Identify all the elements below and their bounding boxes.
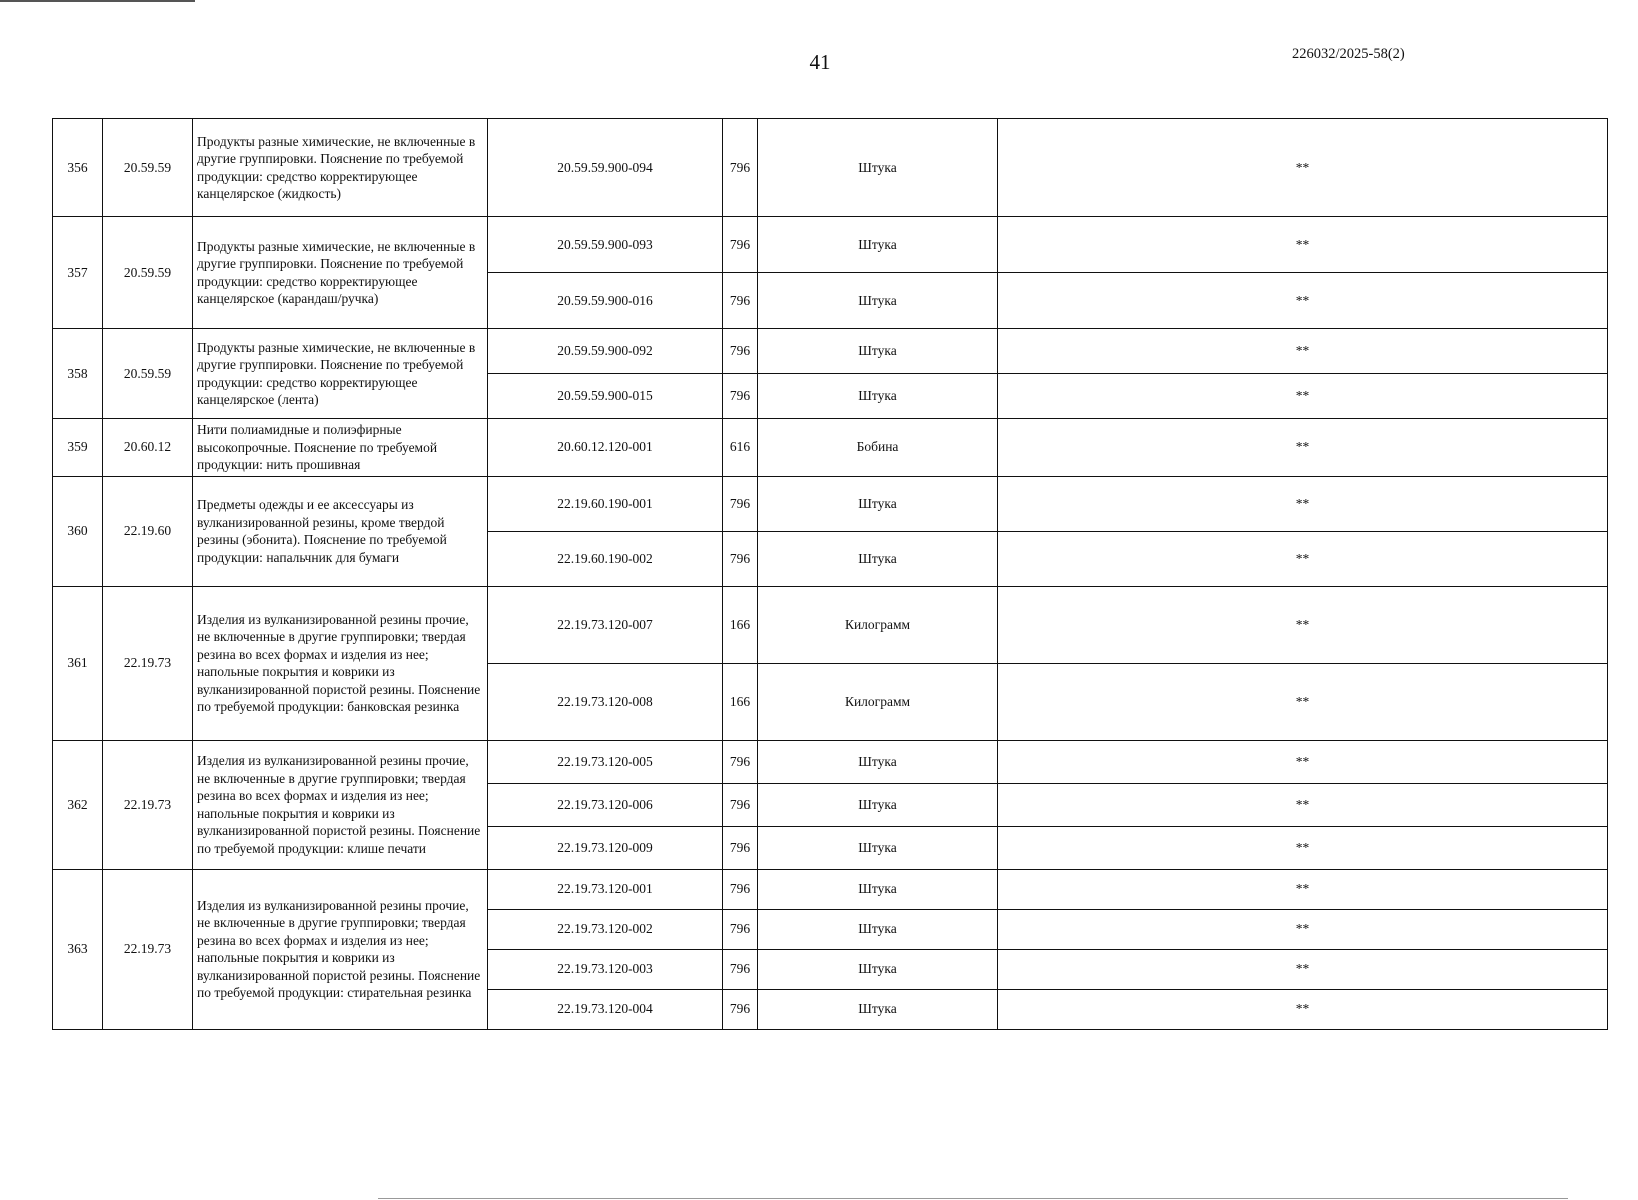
note-cell: ** bbox=[998, 217, 1608, 273]
unit-name: Штука bbox=[758, 476, 998, 531]
ktru-code: 20.59.59.900-092 bbox=[488, 329, 723, 374]
okpd-code: 22.19.60 bbox=[103, 476, 193, 586]
row-number: 361 bbox=[53, 586, 103, 740]
note-cell: ** bbox=[998, 663, 1608, 740]
okei-code: 166 bbox=[723, 586, 758, 663]
note-cell: ** bbox=[998, 909, 1608, 949]
product-description: Нити полиамидные и полиэфирные высокопрочные. Пояснение по требуемой продукции: нить прошивная bbox=[193, 419, 488, 477]
ktru-code: 20.60.12.120-001 bbox=[488, 419, 723, 477]
unit-name: Штука bbox=[758, 531, 998, 586]
note-cell: ** bbox=[998, 374, 1608, 419]
row-number: 358 bbox=[53, 329, 103, 419]
ktru-code: 22.19.60.190-001 bbox=[488, 476, 723, 531]
unit-name: Штука bbox=[758, 869, 998, 909]
okei-code: 616 bbox=[723, 419, 758, 477]
row-number: 360 bbox=[53, 476, 103, 586]
okei-code: 796 bbox=[723, 217, 758, 273]
row-number: 362 bbox=[53, 740, 103, 869]
product-description: Продукты разные химические, не включенные в другие группировки. Пояснение по требуемой продукции: средство корректирующее канцелярское (жидкость) bbox=[193, 119, 488, 217]
okei-code: 796 bbox=[723, 329, 758, 374]
unit-name: Штука bbox=[758, 783, 998, 826]
okei-code: 796 bbox=[723, 909, 758, 949]
okpd-code: 22.19.73 bbox=[103, 740, 193, 869]
unit-name: Штука bbox=[758, 217, 998, 273]
unit-name: Штука bbox=[758, 740, 998, 783]
unit-name: Штука bbox=[758, 989, 998, 1029]
product-description: Изделия из вулканизированной резины прочие, не включенные в другие группировки; твердая резина во всех формах и изделия из нее; напольные покрытия и коврики из вулканизированной пористой резины. Пояснение по требуемой продукции: клише печати bbox=[193, 740, 488, 869]
okpd-code: 20.59.59 bbox=[103, 119, 193, 217]
ktru-code: 22.19.73.120-004 bbox=[488, 989, 723, 1029]
okei-code: 166 bbox=[723, 663, 758, 740]
note-cell: ** bbox=[998, 949, 1608, 989]
product-description: Продукты разные химические, не включенные в другие группировки. Пояснение по требуемой продукции: средство корректирующее канцелярское (лента) bbox=[193, 329, 488, 419]
okei-code: 796 bbox=[723, 740, 758, 783]
okei-code: 796 bbox=[723, 531, 758, 586]
product-description: Изделия из вулканизированной резины прочие, не включенные в другие группировки; твердая резина во всех формах и изделия из нее; напольные покрытия и коврики из вулканизированной пористой резины. Пояснение по требуемой продукции: стирательная резинка bbox=[193, 869, 488, 1029]
bottom-rule bbox=[378, 1198, 1568, 1199]
note-cell: ** bbox=[998, 329, 1608, 374]
unit-name: Килограмм bbox=[758, 663, 998, 740]
ktru-code: 20.59.59.900-015 bbox=[488, 374, 723, 419]
row-number: 357 bbox=[53, 217, 103, 329]
product-description: Изделия из вулканизированной резины прочие, не включенные в другие группировки; твердая резина во всех формах и изделия из нее; напольные покрытия и коврики из вулканизированной пористой резины. Пояснение по требуемой продукции: банковская резинка bbox=[193, 586, 488, 740]
table-row bbox=[53, 586, 1608, 663]
ktru-code: 22.19.73.120-001 bbox=[488, 869, 723, 909]
unit-name: Штука bbox=[758, 374, 998, 419]
row-number: 359 bbox=[53, 419, 103, 477]
okpd-code: 22.19.73 bbox=[103, 586, 193, 740]
ktru-code: 20.59.59.900-093 bbox=[488, 217, 723, 273]
table-row bbox=[53, 419, 1608, 477]
ktru-code: 22.19.73.120-002 bbox=[488, 909, 723, 949]
product-description: Продукты разные химические, не включенные в другие группировки. Пояснение по требуемой продукции: средство корректирующее канцелярское (карандаш/ручка) bbox=[193, 217, 488, 329]
ktru-code: 22.19.73.120-007 bbox=[488, 586, 723, 663]
table-row bbox=[53, 119, 1608, 217]
top-left-rule bbox=[0, 0, 195, 2]
okei-code: 796 bbox=[723, 949, 758, 989]
unit-name: Бобина bbox=[758, 419, 998, 477]
row-number: 363 bbox=[53, 869, 103, 1029]
ktru-code: 22.19.60.190-002 bbox=[488, 531, 723, 586]
table-row bbox=[53, 476, 1608, 531]
unit-name: Килограмм bbox=[758, 586, 998, 663]
okpd-code: 20.59.59 bbox=[103, 329, 193, 419]
note-cell: ** bbox=[998, 531, 1608, 586]
note-cell: ** bbox=[998, 419, 1608, 477]
ktru-code: 20.59.59.900-016 bbox=[488, 273, 723, 329]
product-description: Предметы одежды и ее аксессуары из вулканизированной резины, кроме твердой резины (эбонита). Пояснение по требуемой продукции: напальчник для бумаги bbox=[193, 476, 488, 586]
okei-code: 796 bbox=[723, 273, 758, 329]
ktru-code: 22.19.73.120-006 bbox=[488, 783, 723, 826]
note-cell: ** bbox=[998, 586, 1608, 663]
okei-code: 796 bbox=[723, 783, 758, 826]
note-cell: ** bbox=[998, 119, 1608, 217]
note-cell: ** bbox=[998, 476, 1608, 531]
document-code: 226032/2025-58(2) bbox=[1292, 46, 1405, 62]
note-cell: ** bbox=[998, 783, 1608, 826]
unit-name: Штука bbox=[758, 826, 998, 869]
unit-name: Штука bbox=[758, 273, 998, 329]
okpd-code: 22.19.73 bbox=[103, 869, 193, 1029]
row-number: 356 bbox=[53, 119, 103, 217]
unit-name: Штука bbox=[758, 119, 998, 217]
unit-name: Штука bbox=[758, 909, 998, 949]
unit-name: Штука bbox=[758, 329, 998, 374]
okpd-code: 20.60.12 bbox=[103, 419, 193, 477]
okei-code: 796 bbox=[723, 119, 758, 217]
ktru-code: 22.19.73.120-005 bbox=[488, 740, 723, 783]
note-cell: ** bbox=[998, 869, 1608, 909]
note-cell: ** bbox=[998, 273, 1608, 329]
product-spec-table bbox=[52, 118, 1608, 1030]
okei-code: 796 bbox=[723, 989, 758, 1029]
table-row bbox=[53, 869, 1608, 909]
okei-code: 796 bbox=[723, 476, 758, 531]
okei-code: 796 bbox=[723, 869, 758, 909]
note-cell: ** bbox=[998, 989, 1608, 1029]
okei-code: 796 bbox=[723, 374, 758, 419]
note-cell: ** bbox=[998, 740, 1608, 783]
ktru-code: 20.59.59.900-094 bbox=[488, 119, 723, 217]
ktru-code: 22.19.73.120-003 bbox=[488, 949, 723, 989]
page-number: 41 bbox=[809, 50, 831, 74]
table-row bbox=[53, 740, 1608, 783]
table-row bbox=[53, 329, 1608, 374]
ktru-code: 22.19.73.120-008 bbox=[488, 663, 723, 740]
okpd-code: 20.59.59 bbox=[103, 217, 193, 329]
table-row bbox=[53, 217, 1608, 273]
note-cell: ** bbox=[998, 826, 1608, 869]
okei-code: 796 bbox=[723, 826, 758, 869]
unit-name: Штука bbox=[758, 949, 998, 989]
ktru-code: 22.19.73.120-009 bbox=[488, 826, 723, 869]
